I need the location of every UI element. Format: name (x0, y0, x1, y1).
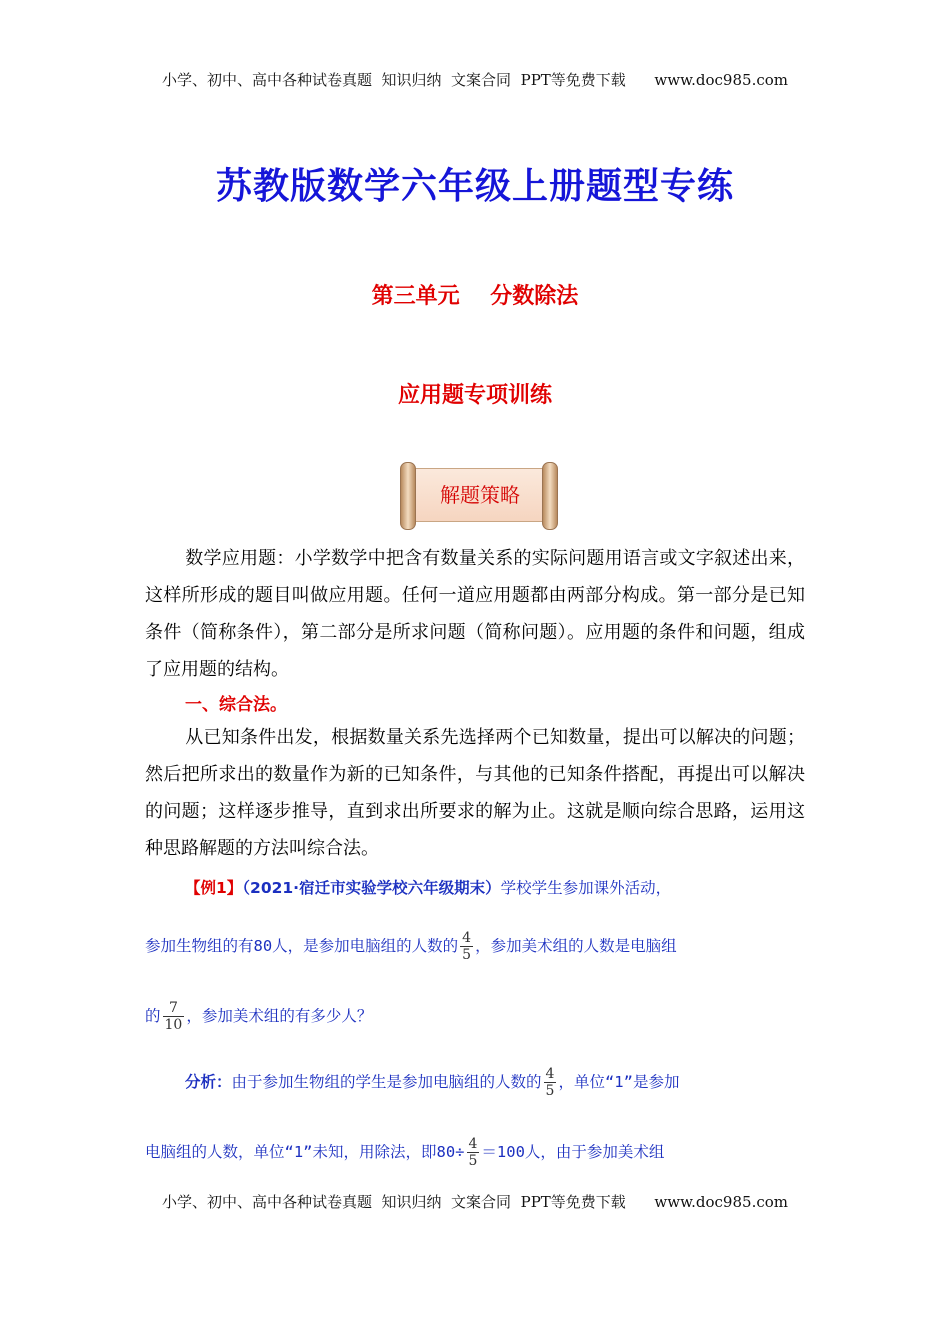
example1-line3 (145, 1000, 815, 1033)
analysis-line2 (145, 1136, 815, 1169)
section1-heading: 一、综合法。 (185, 695, 287, 715)
example-source: （2021·宿迁市实验学校六年级期末） (242, 879, 501, 897)
fraction-7-10 (163, 1000, 185, 1033)
fraction-denominator: 5 (545, 1083, 555, 1099)
intro-text: 数学应用题：小学数学中把含有数量关系的实际问题用语言或文字叙述出来，这样所形成的题目叫做应用题。任何一道应用题都由两部分构成。第一部分是已知条件（简称条件），第二部分是所求问题（简称问题）。应用题的条件和问题，组成了应用题的结构。 (145, 548, 805, 680)
strategy-scroll-banner (396, 462, 562, 530)
analysis-text-1a: 由于参加生物组的学生是参加电脑组的人数的 (231, 1073, 542, 1091)
page-footer: 小学、初中、高中各种试卷真题 知识归纳 文案合同 PPT等免费下载 www.doc985.com (161, 1193, 788, 1211)
analysis-line1 (185, 1066, 815, 1099)
fraction-denominator: 5 (468, 1153, 478, 1169)
section1-paragraph (145, 719, 805, 867)
analysis-text-2b: ＝100人，由于参加美术组 (481, 1143, 665, 1161)
example-text-1: 学校学生参加课外活动， (500, 879, 672, 897)
analysis-label: 分析： (185, 1073, 232, 1091)
example1-line2 (145, 930, 815, 963)
document-title: 苏教版数学六年级上册题型专练 (215, 166, 734, 207)
example-text-3a: 的 (145, 1007, 161, 1025)
page-header: 小学、初中、高中各种试卷真题 知识归纳 文案合同 PPT等免费下载 www.doc985.com (161, 71, 788, 89)
analysis-text-1b: ，单位“1”是参加 (558, 1073, 680, 1091)
fraction-numerator: 4 (468, 1136, 478, 1152)
fraction-numerator: 4 (462, 930, 472, 946)
section1-text: 从已知条件出发，根据数量关系先选择两个已知数量，提出可以解决的问题；然后把所求出的数量作为新的已知条件，与其他的已知条件搭配，再提出可以解决的问题；这样逐步推导，直到求出所要求的解为止。这就是顺向综合思路，运用这种思路解题的方法叫综合法。 (145, 727, 805, 859)
example-text-3b: ，参加美术组的有多少人？ (186, 1007, 373, 1025)
fraction-4-5 (467, 1136, 480, 1169)
strategy-label: 解题策略 (440, 483, 520, 507)
fraction-denominator: 5 (462, 947, 472, 963)
analysis-text-2a: 电脑组的人数，单位“1”未知，用除法，即80÷ (145, 1143, 465, 1161)
fraction-4-5 (544, 1066, 557, 1099)
example1-line1 (185, 876, 855, 898)
section-subtitle: 应用题专项训练 (397, 383, 552, 408)
fraction-numerator: 7 (163, 1000, 185, 1017)
fraction-4-5 (460, 930, 473, 963)
fraction-denominator: 10 (164, 1017, 183, 1033)
example-label: 【例1】 (185, 879, 243, 897)
example-text-2b: ，参加美术组的人数是电脑组 (475, 937, 677, 955)
intro-paragraph (145, 540, 805, 688)
unit-title: 第三单元 分数除法 (371, 284, 579, 309)
fraction-numerator: 4 (545, 1066, 555, 1082)
example-text-2a: 参加生物组的有80人，是参加电脑组的人数的 (145, 937, 459, 955)
